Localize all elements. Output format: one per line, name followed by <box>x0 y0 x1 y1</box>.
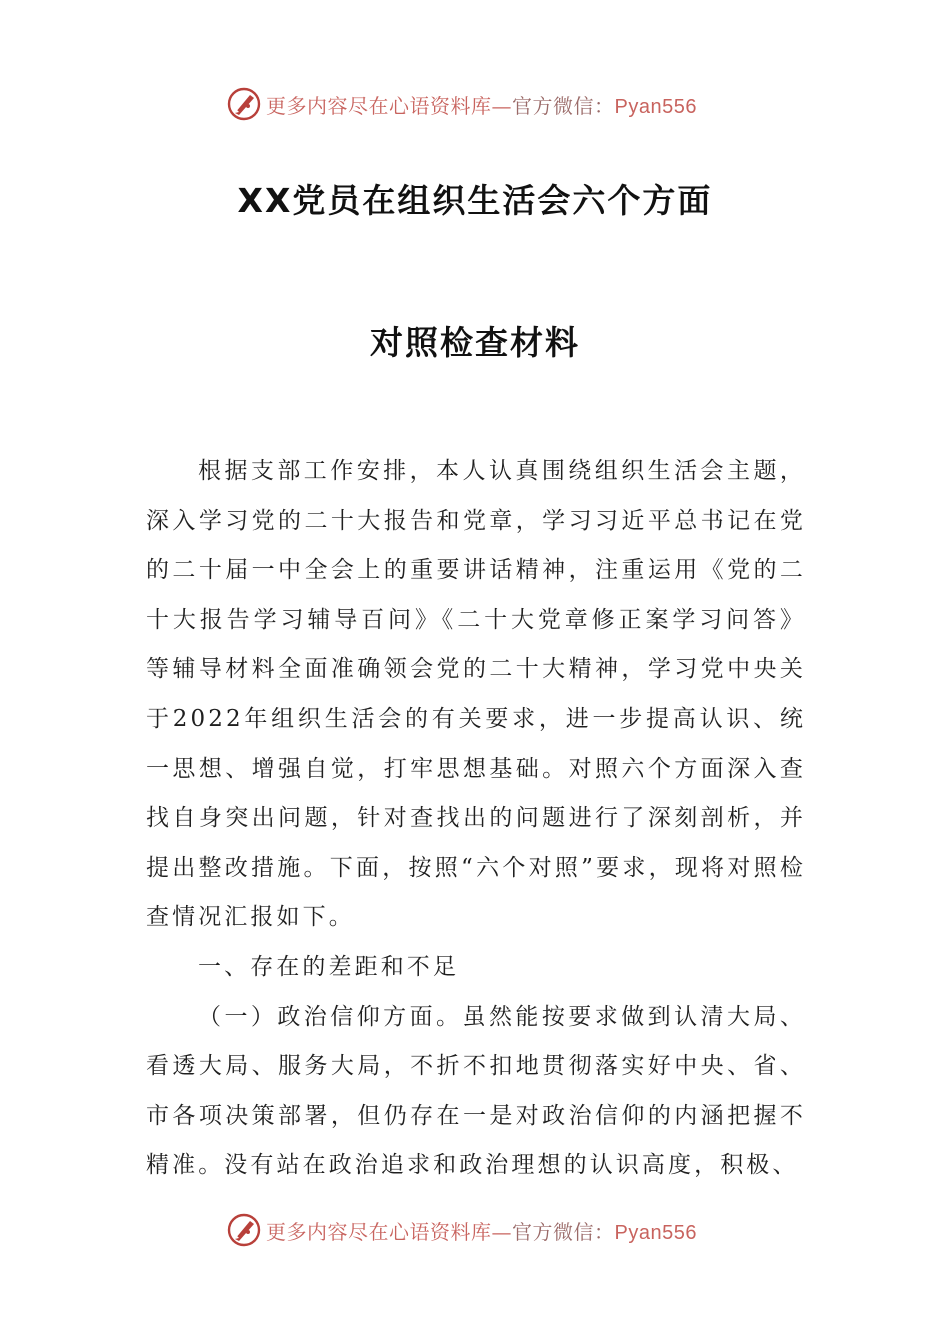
banner-wechat-id: Pyan556 <box>614 95 697 118</box>
body-paragraph-political-belief: （一）政治信仰方面。虽然能按要求做到认清大局、看透大局、服务大局，不折不扣地贯彻落实好中央、省、市各项决策部署，但仍存在一是对政治信仰的内涵把握不精准。没有站在政治追求和政治理想的认识高度，积极、 <box>146 1003 806 1179</box>
banner-wechat-id: Pyan556 <box>614 1221 697 1244</box>
document-title-line1: XX党员在组织生活会六个方面 <box>237 181 713 220</box>
footer-watermark-banner <box>226 1210 746 1250</box>
banner-official-label: 官方微信： <box>512 93 615 118</box>
banner-text <box>266 90 697 119</box>
section-heading-1: 一、存在的差距和不足 <box>198 953 459 980</box>
banner-dash: — <box>491 1219 512 1244</box>
header-watermark-banner <box>226 84 746 124</box>
banner-main-text: 更多内容尽在心语资料库 <box>266 93 492 118</box>
banner-text <box>266 1216 697 1245</box>
pen-circle-logo-icon <box>226 86 262 122</box>
body-paragraph-intro: 根据支部工作安排，本人认真围绕组织生活会主题，深入学习党的二十大报告和党章，学习习近平总书记在党的二十届一中全会上的重要讲话精神，注重运用《党的二十大报告学习辅导百问》《二十大党章修正案学习问答》等辅导材料全面准确领会党的二十大精神，学习党中央关于2022年组织生活会的有关要求，进一步提高认识、统一思想、增强自觉，打牢思想基础。对照六个方面深入查找自身突出问题，针对查找出的问题进行了深刻剖析，并提出整改措施。下面，按照“六个对照”要求，现将对照检查情况汇报如下。 <box>146 458 806 931</box>
document-title-line2: 对照检查材料 <box>370 323 580 362</box>
banner-official-label: 官方微信： <box>512 1219 615 1244</box>
banner-main-text: 更多内容尽在心语资料库 <box>266 1219 492 1244</box>
banner-dash: — <box>491 93 512 118</box>
pen-circle-logo-icon <box>226 1212 262 1248</box>
document-body <box>146 447 806 1191</box>
